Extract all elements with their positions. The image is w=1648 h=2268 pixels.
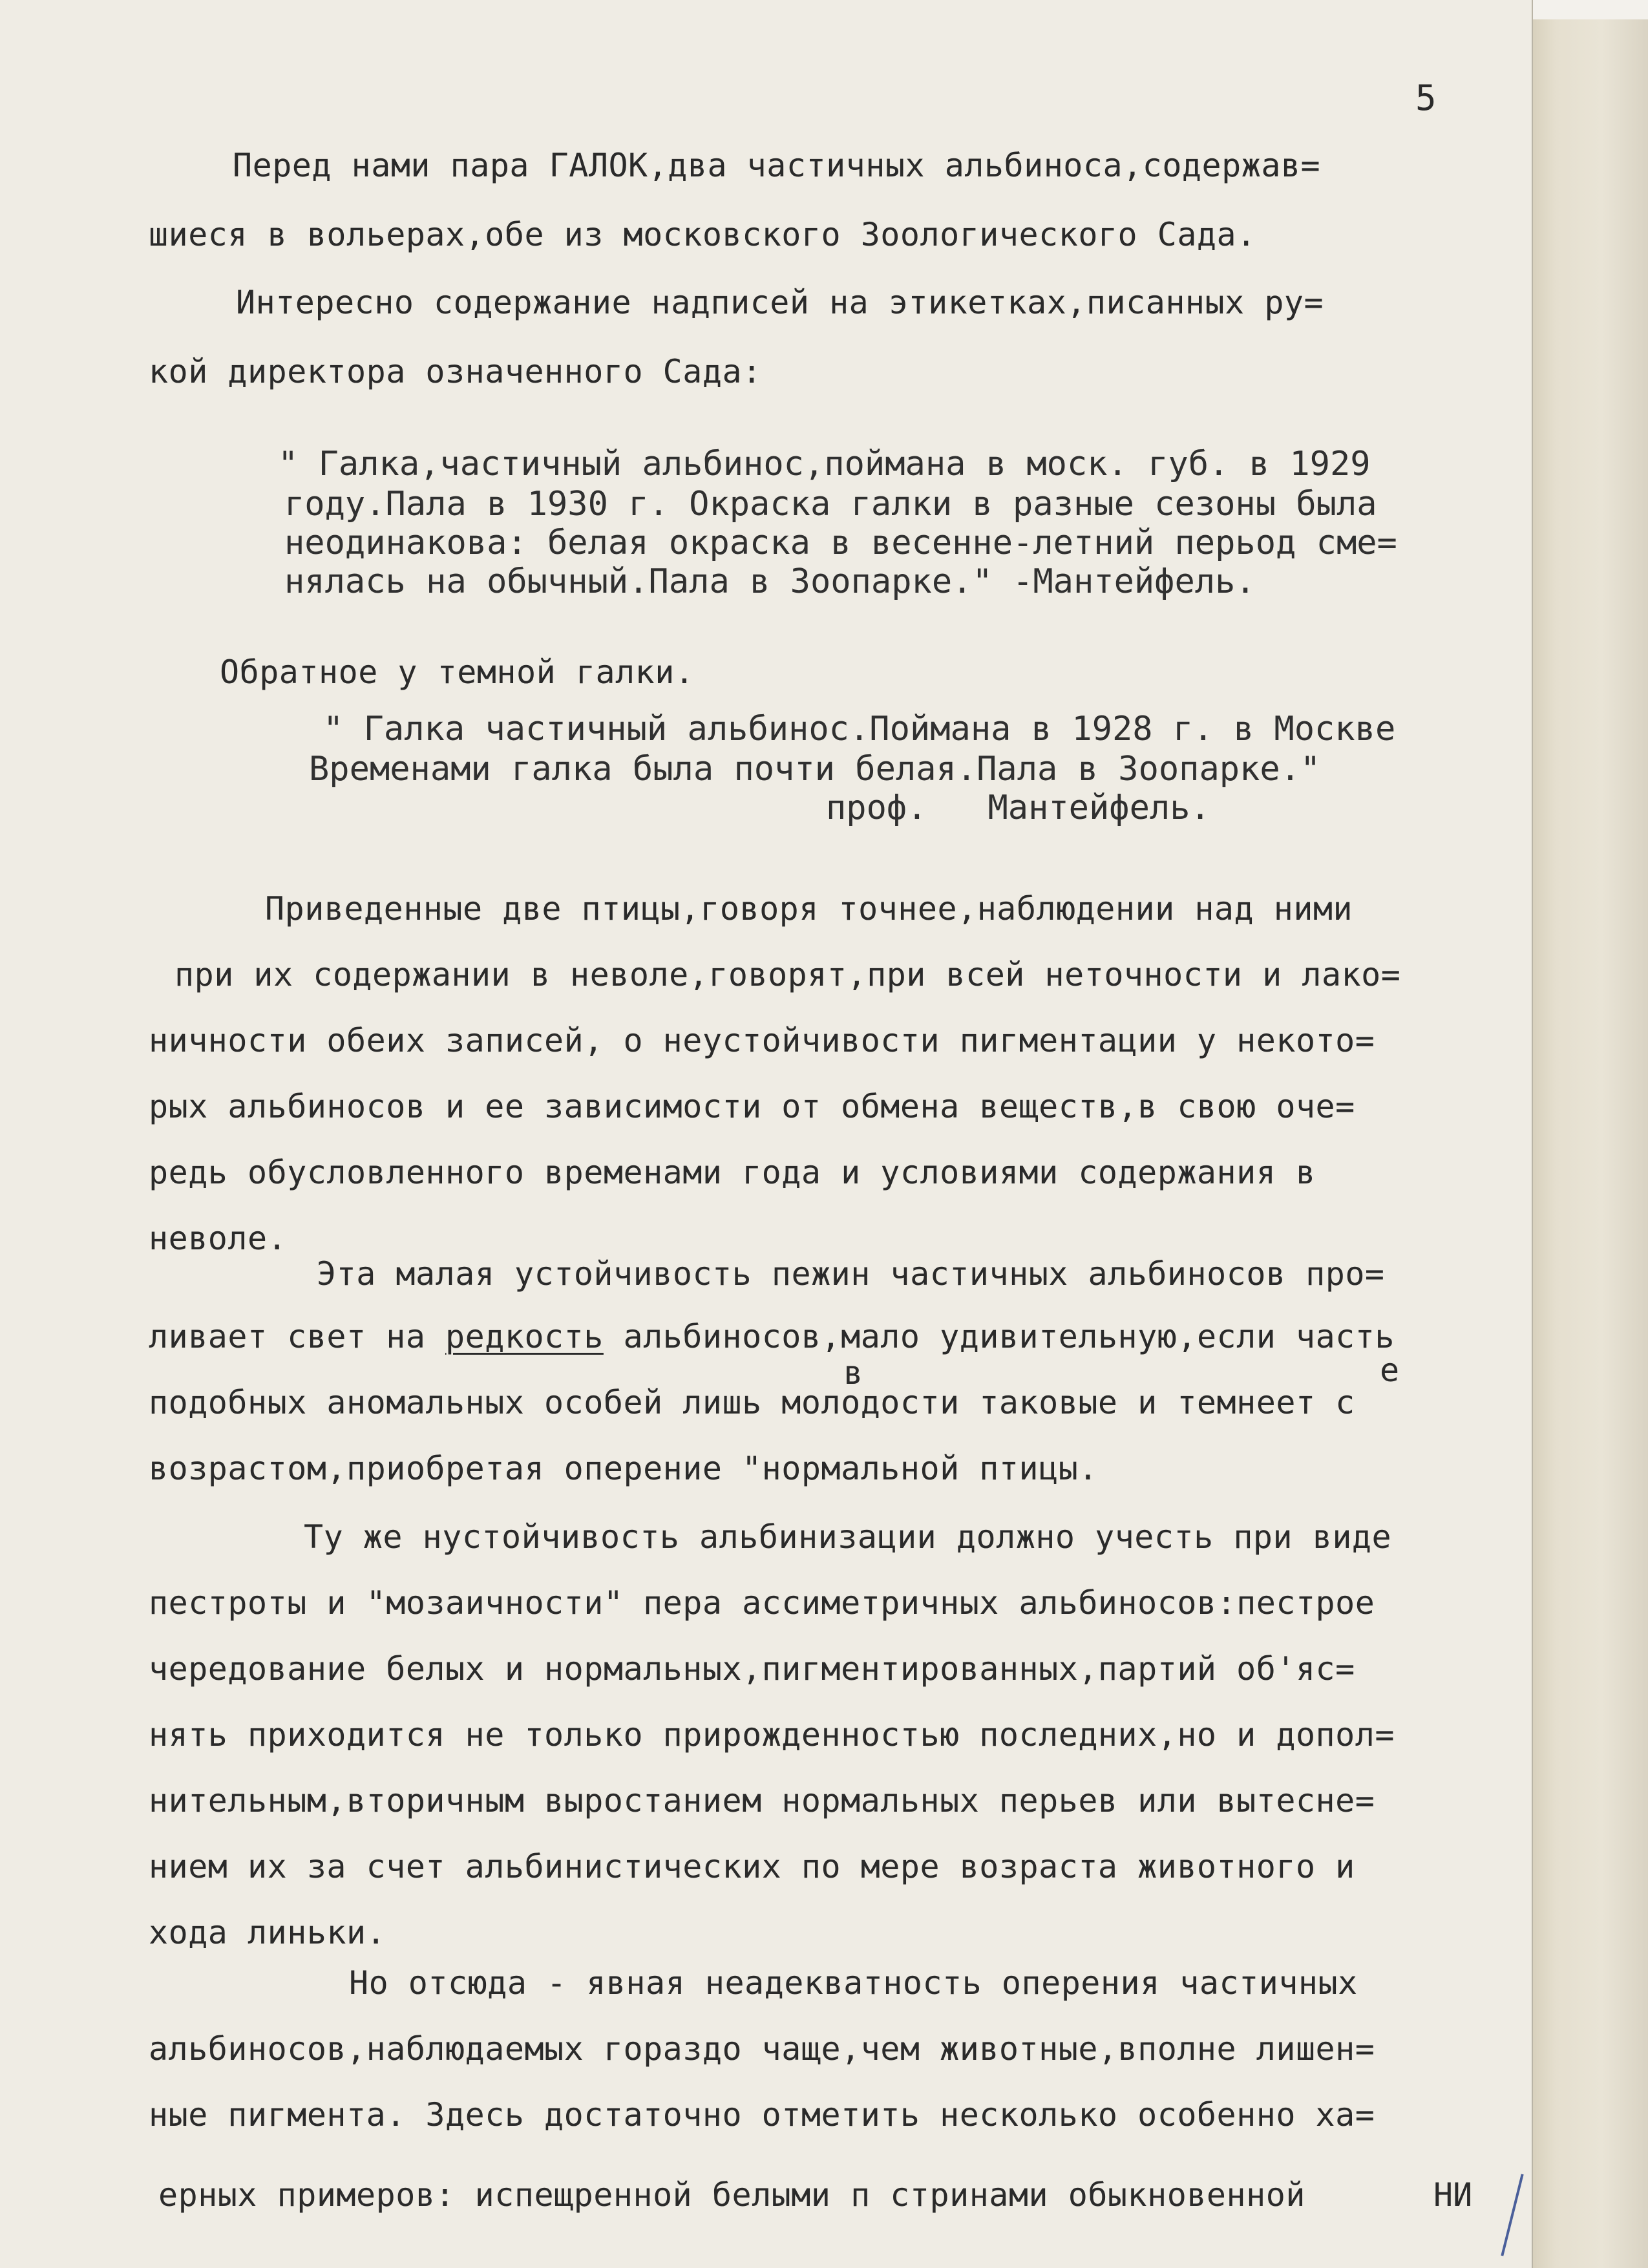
text-line: Обратное у темной галки. [220, 653, 695, 691]
quote-line: " Галка частичный альбинос.Поймана в 1928 г. в Москве [323, 710, 1396, 748]
text-line: Перед нами пара ГАЛОК,два частичных альбиноса,содержав= [233, 147, 1321, 184]
paper-edge [1533, 0, 1648, 2268]
quote-line: году.Пала в 1930 г. Окраска галки в разные сезоны была [284, 485, 1377, 524]
text-line: при их содержании в неволе,говорят,при всей неточности и лако= [174, 956, 1401, 993]
text-line: чередование белых и нормальных,пигментированных,партий об'яс= [149, 1650, 1355, 1688]
text-line: шиеся в вольерах,обе из московского Зоологического Сада. [149, 216, 1256, 253]
paper-edge-top [1533, 0, 1648, 19]
text-line: альбиносов,наблюдаемых гораздо чаще,чем животные,вполне лишен= [149, 2030, 1375, 2068]
ink-stroke [1501, 2174, 1523, 2256]
text-line: нять приходится не только прирожденностью последних,но и допол= [149, 1716, 1395, 1754]
handwritten-insertion: в [843, 1354, 863, 1392]
handwritten-insertion: е [1380, 1351, 1400, 1389]
page-corner-mark: НИ [1433, 2176, 1473, 2214]
text-line: Но отсюда - явная неадекватность оперения частичных [349, 1964, 1358, 2002]
text-line: подобных аномальных особей лишь молодости таковые и темнеет с [149, 1384, 1355, 1421]
text-line: ничности обеих записей, о неустойчивости пигментации у некото= [149, 1022, 1375, 1059]
text-line: ливает свет на редкость альбиносов,мало удивительную,если часть [149, 1318, 1395, 1355]
underlined-word: редкость [445, 1318, 604, 1355]
text-line: нием их за счет альбинистических по мере возраста животного и [149, 1848, 1355, 1885]
text-line: ерных примеров: испещренной белыми п стринами обыкновенной [158, 2176, 1305, 2214]
text-line: Интересно содержание надписей на этикетках,писанных ру= [236, 284, 1324, 321]
text-line: возрастом,приобретая оперение "нормальной птицы. [149, 1450, 1098, 1487]
text-line: нительным,вторичным выростанием нормальных перьев или вытесне= [149, 1782, 1375, 1819]
text-line: Эта малая устойчивость пежин частичных альбиносов про= [317, 1255, 1385, 1293]
text-line: Ту же нустойчивость альбинизации должно учесть при виде [304, 1518, 1392, 1556]
text-line: хода линьки. [149, 1914, 386, 1951]
quote-line: Временами галка была почти белая.Пала в Зоопарке." [309, 750, 1321, 789]
text-line: кой директора означенного Сада: [149, 353, 762, 390]
text-line: неволе. [149, 1220, 288, 1257]
text-line: рых альбиносов и ее зависимости от обмена веществ,в свою оче= [149, 1088, 1355, 1125]
text-line: пестроты и "мозаичности" пера ассиметричных альбиносов:пестрое [149, 1584, 1375, 1622]
text-line: редь обусловленного временами года и условиями содержания в [149, 1154, 1316, 1191]
text-line: ные пигмента. Здесь достаточно отметить несколько особенно ха= [149, 2096, 1375, 2134]
page-number: 5 [1415, 78, 1437, 118]
signature-line: проф. Мантейфель. [826, 789, 1210, 827]
quote-line: " Галка,частичный альбинос,поймана в моск. губ. в 1929 [278, 445, 1371, 483]
quote-line: неодинакова: белая окраска в весенне-летний перьод сме= [284, 524, 1397, 562]
text-line: Приведенные две птицы,говоря точнее,наблюдении над ними [265, 890, 1353, 927]
quote-line: нялась на обычный.Пала в Зоопарке." -Мантейфель. [284, 562, 1256, 601]
